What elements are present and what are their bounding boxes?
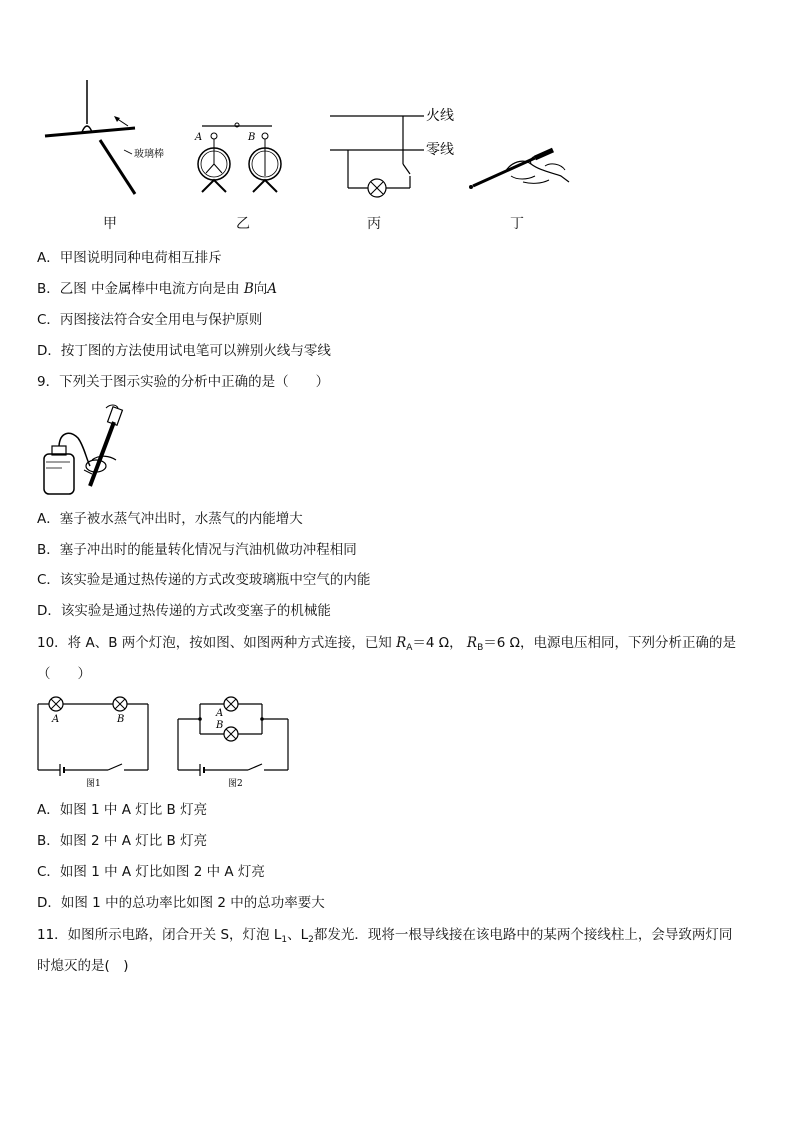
q8-option-b-to: A [267, 281, 278, 297]
figure-bing [328, 100, 468, 200]
circuit2-lamp-a-label: A [216, 708, 224, 719]
q11-l2-sub: 2 [308, 935, 314, 945]
q9-option-a: A．塞子被水蒸气冲出时，水蒸气的内能增大 [37, 511, 303, 527]
q10-ra-value: ＝4 Ω， [412, 635, 463, 651]
figure-1-label: 图1 [86, 779, 101, 789]
caption-bing: 丙 [367, 216, 381, 232]
q10-option-b: B．如图 2 中 A 灯比 B 灯亮 [37, 833, 208, 849]
q8-option-b-text: B．乙图 中金属棒中电流方向是由 [37, 281, 240, 297]
q11-stem-part2: 、L [287, 927, 309, 943]
q11-stem-line2: 时熄灭的是( ) [37, 958, 129, 974]
glass-rod-label: 玻璃棒 [134, 149, 164, 160]
q8-option-a: A．甲图说明同种电荷相互排斥 [37, 250, 222, 266]
q8-option-b-mid: 向 [253, 281, 268, 297]
caption-ding: 丁 [510, 216, 524, 232]
q10-rb-symbol: R [466, 635, 478, 651]
circuit1-lamp-b-label: B [117, 714, 125, 725]
figure-yi [192, 118, 292, 198]
q8-option-b [37, 279, 277, 299]
q9-stem: 9．下列关于图示实验的分析中正确的是（ ） [37, 374, 330, 390]
q9-option-c: C．该实验是通过热传递的方式改变玻璃瓶中空气的内能 [37, 572, 371, 588]
q10-ra-symbol: R [396, 635, 407, 651]
q9-option-d: D．该实验是通过热传递的方式改变塞子的机械能 [37, 603, 331, 619]
q9-option-b: B．塞子冲出时的能量转化情况与汽油机做功冲程相同 [37, 542, 357, 558]
q10-stem [37, 633, 736, 658]
live-wire-label: 火线 [426, 108, 454, 124]
q11-stem-part3: 都发光．现将一根导线接在该电路中的某两个接线柱上，会导致两灯同 [313, 927, 733, 943]
circuit-figure-2 [176, 692, 296, 790]
electroscope-b-label: B [248, 132, 256, 143]
q10-ra-sub: A [406, 643, 413, 653]
q10-option-c: C．如图 1 中 A 灯比如图 2 中 A 灯亮 [37, 864, 265, 880]
caption-yi: 乙 [236, 216, 250, 232]
q10-paren: （ ） [37, 666, 91, 682]
q10-option-d: D．如图 1 中的总功率比如图 2 中的总功率要大 [37, 895, 325, 911]
figure-q9-steam-bottle [40, 404, 130, 500]
circuit2-lamp-b-label: B [216, 720, 224, 731]
circuit1-lamp-a-label: A [52, 714, 60, 725]
figure-ding [465, 142, 575, 202]
q8-option-c: C．丙图接法符合安全用电与保护原则 [37, 312, 263, 328]
q10-option-a: A．如图 1 中 A 灯比 B 灯亮 [37, 802, 208, 818]
q11-stem-part1: 11．如图所示电路，闭合开关 S，灯泡 L [37, 927, 282, 943]
q10-stem-prefix: 10．将 A、B 两个灯泡，按如图、如图两种方式连接，已知 [37, 635, 392, 651]
caption-jia: 甲 [103, 216, 117, 232]
q8-option-b-from: B [243, 281, 254, 297]
figure-2-label: 图2 [228, 779, 243, 789]
q10-rb-sub: B [477, 643, 484, 653]
q11-stem [37, 925, 732, 950]
electroscope-a-label: A [195, 132, 203, 143]
q8-option-d: D．按丁图的方法使用试电笔可以辨别火线与零线 [37, 343, 331, 359]
circuit-figure-1 [36, 694, 156, 790]
neutral-wire-label: 零线 [426, 142, 454, 158]
q11-l1-sub: 1 [281, 935, 288, 945]
q10-rb-value: ＝6 Ω，电源电压相同，下列分析正确的是 [483, 635, 736, 651]
figure-jia [40, 80, 190, 200]
